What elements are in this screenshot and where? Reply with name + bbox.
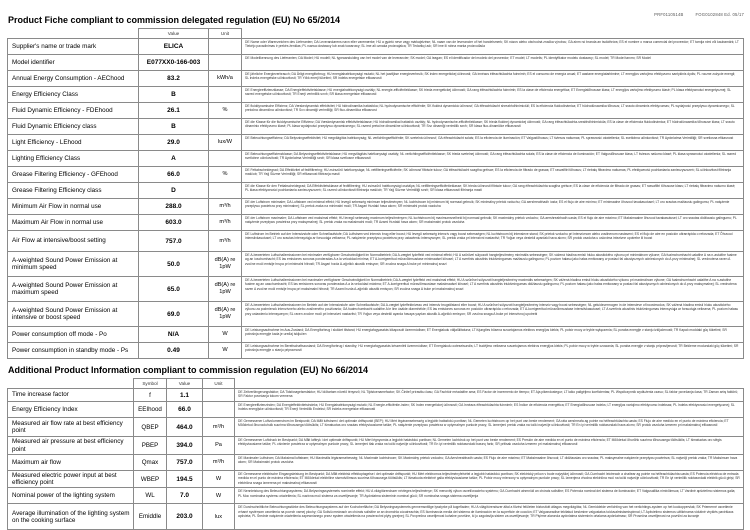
fiche-row [8,135,744,151]
row-symbol: PBEP [134,437,167,455]
row-value: 50.0 [139,252,209,277]
row-unit [209,151,242,167]
row-label: Maximum Air Flow in normal use [8,215,139,231]
row-description: DE die Klasse für die fluiddynamische Effizienz; DA Væskedynamisk effektivitetsklasse; HU hidrodinamikai hatásfok osztály; NL hydrodynamische-efficiëntieklasse; SK trieda fluidnej dynamickej účinnosti; GA rang éifeachtúlachta-sreabhdhinimiciúla; ES la clase de eficiencia fluidodinámica; ET hüdrodünaamika tõhususe klass; LT srauto dinaminio efektyvumo klasė; PL klasa wydajności przepływu dynamicznego; SL razred pretočne dinamične učinkovitosti; TR Sıvı dinamiği verimlilik sınıfı; SR klasa fluo-dinamičke efikasnosti [242,119,744,135]
row-symbol: WBEP [134,471,167,488]
additional-row [8,418,744,437]
row-label: Time increase factor [8,389,134,402]
row-value: 288.0 [139,199,209,215]
row-symbol: QBEP [134,418,167,437]
row-unit: Pa [203,437,235,455]
row-value: 603.0 [139,215,209,231]
row-description: DE Gemessener Luftdruck im Bestpunkt; DA Målt lufttryk i det optimale driftspunkt; HU Mért légnyomás a legjobb hatásfokú pontban; NL Gemeten luchtdruk op het punt van beste rendement; ES Presión de aire medida en el punto de máxima eficiencia; ET Mõõdetud õhurõhk suurima tõhususega töötsüklis; LT išmatuotas oro slėgis efektyviausiame taške; PL ciśnienie powietrza w optymalnym punkcie pracy; SL izmerjeni tlak zraka na točki največje učinkovitosti; TR En iyi verimlilik noktasındaki basınç farkı; SR pritisak vazduha izmeren pri maksimalnoj efikasnosti [235,437,744,455]
fiche-table-65-2014 [7,28,744,359]
row-description: DE Energieeffizienzklasse; DA Energieffektivitetsklasse; HU energiahatékonysági osztály; NL energie-efficiëntieklasse; SK trieda energetickej účinnosti; GA rang éifeachtúlachta fuinnimh; ES la clase de eficiencia energética; ET Energiatõhususe klass; LT energijos vartojimo efektyvumo klasė; PL klasa efektywności energetycznej; SL razred energetske učinkovitosti; TR Enerji verimlilik sınıfı; SR klasa energetske efikasnosti [242,87,744,103]
additional-row [8,504,744,530]
fiche-row [8,327,744,343]
fiche-row [8,343,744,359]
row-value: 757.0 [167,455,203,471]
fiche-row [8,87,744,103]
row-value: 203.0 [167,504,203,530]
row-description: DE jährliche Energieverbrauch; DA Årligt energiforbrug; HU energiahatékonysági mutató; NL het jaarlijkse energieverbruik; SK index energetickej účinnosti; GA innéacs éifeachtúlachta fuinnimh; ES el consumo de energía anual; ET aastane energiatarbimine; LT energijos vartojimo efektyvumo santykinis dydis; PL roczne zużycie energii; SL indeks energetske učinkovitosti; TR Yıllık enerji tüketimi; SR indeks energetske efikasnosti [242,71,744,87]
row-unit: W [209,343,242,359]
row-description: DE Leistungsaufnahme im Bereitschaftszustand; DA Energiforbrug i standby; HU energiafogyasztás készenléti üzemmódban; ET Energiakulu ooteseisundis; LT budėjimo veiksena suvartojamos elektros energijos kiekis; PL pobór mocy w trybie czuwania; SL poraba energije v stanju pripravljenosti; TR Bekleme modundaki güç tüketimi; SR potrošnja energije u stanju pripravnosti [242,343,744,359]
row-label: Measured electric power input at best efficiency point [8,471,134,488]
doc-code-secondary: FOG0102848 Ed. 05/17 [695,12,744,17]
row-symbol: EEIhood [134,402,167,418]
column-header-value: Value [139,29,209,39]
row-label: Annual Energy Consumption - AEChood [8,71,139,87]
additional-header-row [8,379,744,389]
fiche-header-row [8,29,744,39]
row-unit: kWh/a [209,71,242,87]
row-label: Model identifier [8,55,139,71]
row-value: 29.0 [139,135,209,151]
row-unit: W [203,471,235,488]
additional-row [8,455,744,471]
row-unit: m³/h [209,231,242,252]
row-description: DE der Luftstrom maximaler; DA Luftstrøm ved maksimal effekt; HU levegő sebesség maximum teljesítményen; NL luchtstroom bij maximumsnelheid bij normaal gebruik; SK maximálny prietok vzduchu; GA aershreabhadh uasta; ES el flujo de aire máximo; ET Maksimaalne õhuvool tavakasutusel; LT oro srautas didžiausiu galingumu; PL natężenie przepływu powietrza przy maksymalnej; SL pretok zraka na maksimalni moči; TR Azami Hızdaki hava akımı; SR maksimalni protok vazduha [242,215,744,231]
row-symbol: WL [134,488,167,504]
row-unit: W [203,488,235,504]
row-symbol: f [134,389,167,402]
fiche-title: Product Fiche compliant to commission delegated regulation (EU) No 65/2014 [8,15,341,25]
row-description: DE Nennleistung des Beleuchtungssystems; DA Belysningssystemets nominelle effekt; HU A világítórendszer névleges teljesítménye; SK menovitý výkon osvetľovacieho systému; GA Cumhacht ainmniúil an chórais soilsithe; ES Potencia nominal del sistema de iluminación; ET Valgusallika nimivõimsus; LT Vardinė apšvietimo sistemos galia; PL Moc nominalna systemu oświetlenia; SL nazivna moč sistema za osvetljevanje; TR Aydınlatma sisteminin nominal gücü; SR nominalna snaga sistema osvetljenja [235,488,744,504]
row-value: N/A [139,327,209,343]
row-description: DE Beleuchtungseffizienz; DA Belysningseffektivitet; HU megvilágítás hatékonyság; NL verlichtingsefficiëntie; SK svetelná účinnosť; GA éifeachtúlacht solais; ES la eficiencia de iluminación; ET Valgustõhusus; LT šviesos našumas; PL sprawność oświetlenia; SL svetlobna učinkovitost; TR Aydınlatma Verimliliği; SR svetlosna efikasnost [242,135,744,151]
row-label: A-weighted Sound Power Emission at minimum speed [8,252,139,277]
row-unit: dB(A) re 1pW [209,302,242,327]
column-header-unit: Unit [209,29,242,39]
row-label: Measured air pressure at best efficiency point [8,437,134,455]
row-value: 757.0 [139,231,209,252]
additional-row [8,402,744,418]
row-label: Light Efficiency - LEhood [8,135,139,151]
row-label: Air Flow at intensive/boost setting [8,231,139,252]
additional-row [8,389,744,402]
row-label: Nominal power of the lighting system [8,488,134,504]
row-unit: m³/h [209,215,242,231]
row-label: Maximum air flow [8,455,134,471]
row-label: Fluid Dynamic Efficiency - FDEhood [8,103,139,119]
fiche-row [8,167,744,183]
fiche-row [8,302,744,327]
row-unit: % [209,167,242,183]
header-spacer [235,379,744,389]
row-symbol: Emiddle [134,504,167,530]
row-value: 394.0 [167,437,203,455]
additional-table-66-2014 [7,378,744,530]
row-description: DE A-bewerteten Luftschallemissionen bei maximaler verfügbarer Geschwindigkeit im Normalbetrieb; DA A-vægtet lydeffekt ved maksimal effekt; HU A szűrővel súlyozott hangteljesítmény maximális sebességen; SK vážená hladina emisií hluku akustického výkonu pri maximálnom výkone; GA fuaimchumhacht ualaithe A na n-astuithe fuaime ag an uaschumhacht; ES las emisiones sonoras ponderadas A a la velocidad máxima; ET A-korrigeeritud müravõimsustase maksimaalsel kiirusel; LT A svertinis akustinis triukšmingumas didžiausiu galingumu; PL poziom hałasu jako hałas emitowany w postaci fal akustycznych odniesionych do A przy maksymalnej; SL vrednotena raven A zvočne moči emisije hrupa pri maksimalni hitrosti; TR Azami hızda A-ağırlıklı akustik emisyon; SR zvučna snaga A buke pri maksimalnoj snazi [242,277,744,302]
row-label: Grease Filtering Efficiency class [8,183,139,199]
row-value: 26.1 [139,103,209,119]
row-label: Power consumption in standby mode - Ps [8,343,139,359]
row-unit: dB(A) re 1pW [209,277,242,302]
row-value: 66.0 [167,402,203,418]
fiche-row [8,151,744,167]
row-unit: m³/h [203,455,235,471]
fiche-row [8,55,744,71]
row-value: 194.5 [167,471,203,488]
row-label: Grease Filtering Efficiency - GFEhood [8,167,139,183]
row-description: DE der Luftstrom minimaler; DA Luftstrøm ved minimal effekt; HU levegő sebesség minimum teljesítményen; NL luchtstroom bij minimum bij normaal gebruik; SK minimálny prietok vzduchu; GA aershreabhadh íosta; ES el flujo de aire mínimo; ET minimaalne õhuvool tavakasutusel; LT oro srautas mažiausiu galingumu; PL natężenie przepływu powietrza przy minimalnej; SL pretok zraka na minimalni moči; TR Asgari Hızdaki hava akımı; SR minimalni protok vazduha [242,199,744,215]
fiche-row [8,252,744,277]
row-description: DE die Klasse für den Fettabscheidegrad; DA Effektivitetsklasse af fedtfiltrering; HU zsírszűrő hatékonysági osztálya; NL vetfilteringsefficiëntieklasse; SK trieda účinnosti filtrácie tukov; GA rang éifeachtúlachta scagtha gréisce; ES la clase de eficiencia de filtrado de grasas; ET rasvafiltri tõhususe klass; LT riebalų filtravimo našumo klasė; PL klasa efektywności pochłaniania zanieczyszczeń; SL razred učinkovitosti filtriranja maščob; TR Yağ Süzme Verimliliği sınıfı; SR klasa efikasnosti filtriranja masti [242,183,744,199]
row-label: Measured air flow rate at best efficiency point [8,418,134,437]
row-value: E077XX0-166-003 [139,55,209,71]
fiche-row [8,39,744,55]
fiche-row [8,71,744,87]
column-header-unit: Unit [203,379,235,389]
row-value: 69.0 [139,302,209,327]
row-unit: m³/h [209,199,242,215]
row-label: Energy Efficiency Index [8,402,134,418]
row-value: 66.0 [139,167,209,183]
row-value: 7.0 [167,488,203,504]
document-codes [654,12,744,17]
row-value: 83.2 [139,71,209,87]
additional-row [8,437,744,455]
header-spacer [8,379,134,389]
fiche-row [8,277,744,302]
row-description: DE Gemessene elektrische Eingangsleistung im Bestpunkt; DA Målt elektrisk effektoptagelse i det optimale driftspunkt; HU Mért elektromos teljesítményfelvétel a legjobb hatásfokú pontban; SK elektrický príkon v bode najvyššej účinnosti; GA Cumhacht leictreach a chaitear ag pointe na héifeachtúlachta uasta; ES Potencia eléctrica de entrada medida en el punto de máxima eficiencia; ET Mõõdetud elektriline sisendvõimsus suurima tõhususega töötsüklis; LT išmatuota elektrinė galia efektyviausiame taške; PL Pobór mocy mierzony w optymalnym punkcie pracy; SL Izmerjena vhodna električna moč na točki največje učinkovitosti; TR En iyi verimlilik noktasındaki elektrik gücü girişi; SR električna snaga izmerena pri maksimalnoj efikasnosti [235,471,744,488]
row-label: A-weighted Sound Power Emission at maximum speed [8,277,139,302]
doc-code-primary: PRF0110514B [654,12,684,17]
row-description: DE Fettabscheidegrad; DA Effektivitet af fedtfiltrering; HU zsírszűrő hatékonysága; NL vetfilteringsefficiëntie; SK účinnosť filtrácie tukov; GA éifeachtúlacht scagtha gréisce; ES la eficiencia de filtrado de grasas; ET rasvafiltri tõhusus; LT riebalų filtravimo našumas; PL efektywność pochłaniania zanieczyszczeń; SL učinkovitost filtriranja maščob; TR Yağ Süzme Verimliliği; SR efikasnost filtriranja masti [242,167,744,183]
row-label: Supplier's name or trade mark [8,39,139,55]
row-description: DE A-bewerteten Luftschallemissionen bei minimaler verfügbarer Geschwindigkeit im Normalbetrieb; DA A-vægtet lydeffekt ved minimal effekt; HU A szűrővel súlyozott hangteljesítmény minimális sebességen; SK vážená hladina emisií hluku akustického výkonu pri minimálnom výkone; GA fuaimchumhacht ualaithe A na n-astuithe fuaime ag an íoschumhacht; ES las emisiones sonoras ponderadas A a la velocidad mínima; ET A-korrigeeritud müravõimsustase minimaalsel kiirusel; LT A svertinis akustinis triukšmingumas mažiausiu galingumu; PL poziom hałasu jako hałas emitowany w postaci fal akustycznych odniesionych do A przy minimalnej; SL vrednotena raven A zvočne moči emisije hrupa pri minimalni hitrosti; TR Asgari hızda A-ağırlıklı akustik emisyon; SR zvučna snaga A buke pri minimalnoj snazi [242,252,744,277]
row-value: B [139,119,209,135]
row-unit [209,87,242,103]
row-unit: lux/W [209,135,242,151]
row-description: DE A-bewerteten Luftschallemissionen im Betrieb auf der Intensivstufe oder Schnellaufstufe; DA A-vægtet lydeffektniveau ved intensiv brugstilstand eller boost; HU A szűrővel súlyozott hangteljesítmény intenzív vagy boost sebességen; NL geluidsvermogen in de intensieve of boostmodus; SK vážená hladina emisií hluku akustického výkonu za podmienok intenzívneho alebo zosilneného používania; GA fuaimchumhacht ualaithe A le linn úsáide dianmhéide; ES las emisiones sonoras en posición ultrarrápida o reforzada; ET A-korrigeeritud müravõimsustase intensiivkasutusel; LT A svertinis akustinis triukšmingumas intensyviąja ar forsuotąja veiksena; PL poziom hałasu przy ustawieniu intensywnym; SL raven zvočne moči pri intenzivni nastavitvi; TR Yoğun veya destekli ayarda havaya yayılan akustik A-ağırlıklı emisyon; SR zvučna snaga A buke pri intenzivnoj upotrebi [242,302,744,327]
row-label: Average illumination of the lighting system on the cooking surface [8,504,134,530]
row-label: Minimum Air Flow in normal use [8,199,139,215]
row-unit [203,402,235,418]
fiche-row [8,231,744,252]
row-value: 1.1 [167,389,203,402]
fiche-row [8,103,744,119]
row-description: DE Luftstrom im Betrieb auf der Intensivstufe oder Schnellaufstufe; DA Luftstrøm ved intensiv brug eller boost; HU levegő sebesség intenzív vagy boost sebességen; NL luchtstroom bij intensieve stand; SK prietok vzduchu pri intenzívnom alebo zosilnenom nastavení; ES el flujo de aire en posición ultrarrápida o reforzada; ET Õhuvool intensiivkasutusel; LT oro srautas intensyviąja ar forsuotąja veiksena; PL natężenie przepływu powietrza przy ustawieniu intensywnym; SL pretok zraka pri intenzivni nastavitvi; TR Yoğun veya destekli ayardaki hava akımı; SR protok vazduha u uslovima intezivne upotrebe ili boost [242,231,744,252]
fiche-row [8,183,744,199]
fiche-row [8,119,744,135]
row-unit [203,389,235,402]
row-value: D [139,183,209,199]
row-unit [209,119,242,135]
row-label: Fluid Dynamic Efficiency class [8,119,139,135]
row-unit: % [209,103,242,119]
row-description: DE Durchschnittliche Beleuchtungsstärke des Beleuchtungssystems auf der Kochoberfläche; DA Belysningssystemets gennemsnitlige lysstyrke på kogefladen; HU A világítórendszer által a főzési felületen biztosított átlagos megvilágítás; NL Gemiddelde verlichting van het verlichtings-system op het kookoppervlak; SK Priemerné osvetlenie vrhané systémom osvetlenia na povrch varnej plochy; GA Soilsiú meánach an chórais soilsithe ar an dromchla cócaireachta; ES Iluminancia media del sistema de iluminación en la superficie de cocción; ET Valgusseadise tekitatud keskmine valgustatus toiduvalmistamispinnal; LT Apšvietimo sistemos užtikrinama vidutinė viryklės paviršiaus apšvieta; PL Średnie natężenie oświetlenia zapewnianego przez system oświetlenia na powierzchni płyty grzejnej; SL Povprečna osvetljenost kuhalne površine, ki jo zagotavlja sistem za osvetljevanje; TR Pişirme alanında aydınlatma sisteminin ortalama aydınlatması; SR Prosečna osvetljenost na površini za kuvanje [235,504,744,530]
row-description: DE fluiddynamische Effizienz; DA Væskedynamisk effektivitet; HU hidrodinamika hatásfoka; NL hydrodynamische efficiëntie; SK fluidná dynamická účinnosť; GA éifeachtúlacht shreabhdhinimiciúil; ES la eficiencia fluidodinámica; ET hüdrodünaamika tõhusus; LT srauto dinaminis efektyvumas; PL wydajność przepływu dynamicznego; SL pretočna dinamična učinkovitost; TR Sıvı dinamiği verimliliği; SR fluo-dinamička efikasnost [242,103,744,119]
additional-info-title: Additional Product Information compliant to commission regulation (EU) No 66/2014 [8,365,369,375]
fiche-row [8,215,744,231]
row-description: DE Modellkennung des Lieferanten; DA Model; HU modell; NL typeaanduiding van het model van de leverancier; SK model; GA leagan; ES el identificador del modelo del proveedor; ET mudel; LT modelis; PL identyfikator modelu dostawcy; SL model; TR Model tanımı; SR Model [242,55,744,71]
row-description: DE Leistungsaufnahme im Aus-Zustand; DA Energiforbrug i slukket tilstand; HU energiafogyasztás kikapcsolt üzemmódban; ET Energiakulu väljalülitatuna; LT išjungties būsena suvartojamos elektros energijos kiekis; PL pobór mocy w trybie wyłączenia; SL poraba energije v stanju izključenosti; TR Kapalı moddaki güç tüketimi; SR potrošnja energije kada je uređaj isključen [242,327,744,343]
row-value: B [139,87,209,103]
row-unit: m³/h [203,418,235,437]
row-value: 65.0 [139,277,209,302]
row-value: ELICA [139,39,209,55]
row-value: 464.0 [167,418,203,437]
additional-row [8,488,744,504]
row-symbol: Qmax [134,455,167,471]
row-description: DE Maximaler Luftstrom; DA Maksimal luftstrøm; HU Maximális légáramsebesség; NL Maximale luchtstroom; SK Maximálny prietok vzduchu; GA Aershreabhadh uasta; ES Flujo de aire máximo; ET Maksimaalne õhuvool; LT didžiausias oro srautas; PL maksymalne natężenie przepływu powietrza; SL največji pretok zraka; TR Maksimum hava akımı; SR Maksimalni protok vazduha [235,455,744,471]
row-label: Power consumption off mode - Po [8,327,139,343]
row-unit [209,39,242,55]
column-header-value: Value [167,379,203,389]
fiche-row [8,199,744,215]
row-description: DE Energieeffizienzindex; DA Energieffektivitetsindeks; HU Energiahatékonysági mutató; NL Energie-efficiëntie-index; SK Index energetickej účinnosti; GA Innéacs éifeachtúlachta fuinnimh; ES Índice de eficiencia energética; ET Energiatõhususe indeks; LT energijos vartojimo efektyvumo indeksas; PL Indeks efektywności energetycznej; SL Indeks energijske učinkovitosti; TR Enerji Verimlilik Endeksi; SR indeks energetske efikasnosti [235,402,744,418]
header-spacer [242,29,744,39]
column-header-symbol: Symbol [134,379,167,389]
row-description: DE Beleuchtungseffizienzklasse; DA Belysningseffektivitetsklasse; HU megvilágítás hatékonysági osztály; NL verlichtingsefficiëntieklasse; SK trieda svetelnej účinnosti; GA rang éifeachtúlachta solais; ES la clase de eficiencia de iluminación; ET Valgustõhususe klass; LT šviesos našumo klasė; PL klasa sprawności oświetlenia; SL razred svetlobne učinkovitosti; TR Aydınlatma Verimliliği sınıfı; SR klasa svetlosne efikasnosti [242,151,744,167]
row-value: 0.49 [139,343,209,359]
row-value: A [139,151,209,167]
row-unit: dB(A) re 1pW [209,252,242,277]
row-description: DE Gemessener Luftvolumenstrom im Bestpunkt; DA Målt luftstrøm i det optimale driftspunkt (BEP); HU Mért légáramsebesség a legjobb hatásfokú pontban; NL Gemeten luchtstroom op het punt van beste rendement; GA ráta aershreafa ag pointe na héifeachtúlachta uasta; ES Flujo de aire medido en el punto de máxima eficiencia; ET Mõõdetud õhuvooluhulk suurima tõhususega töötsüklis; LT išmatuotas oro srautas efektyviausiame taške; PL natężenie przepływu powietrza w optymalnym punkcie pracy; SL izmerjeni pretok zraka na točki največje učinkovitosti; TR En iyi verimlilik noktasındaki hava akımı; SR protok vazduha izmeren pri maksimalnoj efikasnosti [235,418,744,437]
row-description: DE Name oder Warenzeichen des Lieferanten; DA Leverandørens navn eller varemærke; HU a gyártó neve vagy márkajelzése; NL naam van de leverancier of het handelsmerk; SK názov alebo obchodná značka výrobcu; GA ainm nó branda an tsoláthróra; ES el nombre o marca comercial del proveedor; ET tarnija nimi või kaubamärk; LT Tiekėjo pavadinimas ir prekės ženklas; PL nazwa dostawcy lub znak towarowy; SL ime ali oznaka proizvajalca; TR Tedarikçi adı; SR ime ili robna marka proizvođača [242,39,744,55]
row-unit [209,183,242,199]
row-label: Energy Efficiency Class [8,87,139,103]
row-label: A-weighted Sound Power Emission at intensive or boost speed [8,302,139,327]
header-spacer [8,29,139,39]
row-unit [209,55,242,71]
row-label: Lighting Efficiency Class [8,151,139,167]
additional-row [8,471,744,488]
row-unit: lux [203,504,235,530]
row-unit: W [209,327,242,343]
row-description: DE Zeitverlängerungsfaktor; DA Tidsforøgelsesfaktor; HU Időtartam növelő tényező; NL Tijdstoenamefactor; SK Činiteľ prírastku času; GA Fachtóir méadaithe ama; ES Factor de incremento de tiempo; ET Aja pikendustegur; LT laiko pailgėjimo koeficientas; PL Współczynnik wydłużenia czasu; SL faktor povečanja časa; TR Zaman artış faktörü; SR Faktor povećanja tokom vremena [235,389,744,402]
